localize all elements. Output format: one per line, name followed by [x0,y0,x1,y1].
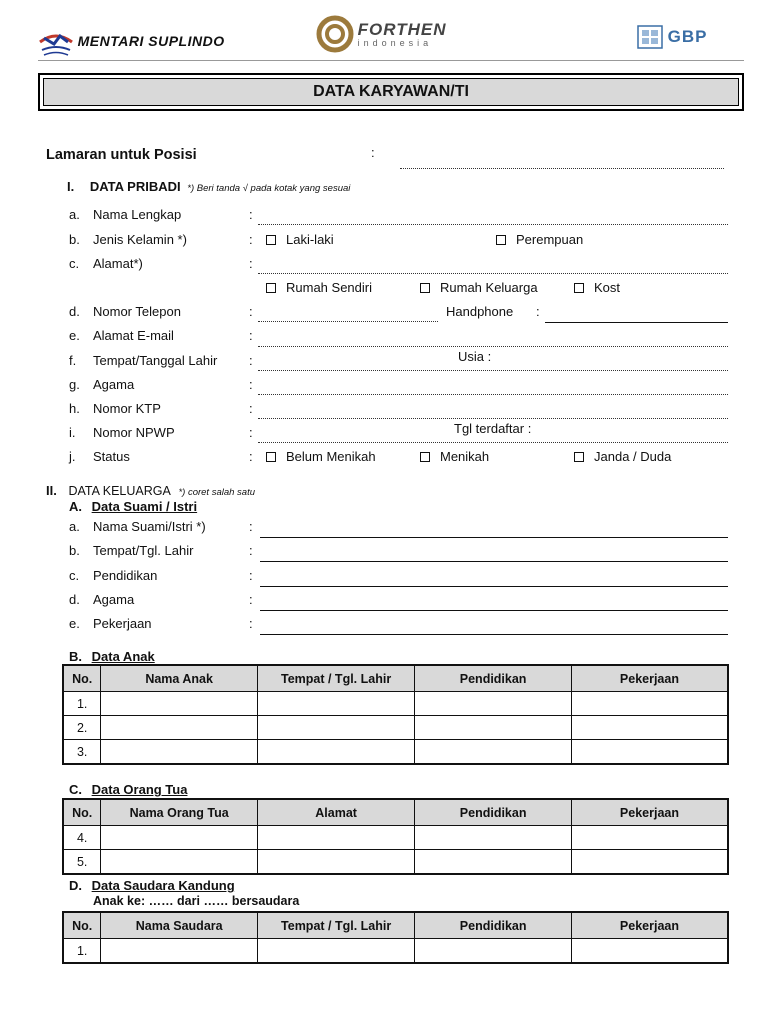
option-rumah-sendiri: Rumah Sendiri [286,280,372,295]
field-g-label: Agama [93,377,135,392]
table-header-row [63,665,728,692]
subA-field-idx: b. [69,543,80,558]
posisi-input-line[interactable] [400,168,724,169]
table-cell[interactable] [571,850,728,875]
field-a-idx: a. [69,207,80,222]
option-perempuan: Perempuan [516,232,584,247]
field-e-idx: e. [69,328,80,343]
col-header: No. [63,665,101,692]
table-cell[interactable] [415,850,572,875]
checkbox-icon[interactable] [420,452,430,462]
table-cell[interactable] [257,740,414,765]
subA-field-idx: c. [69,568,80,583]
row-number: 4. [63,826,101,850]
subA-field-label: Tempat/Tgl. Lahir [93,543,194,558]
subD-title: Data Saudara Kandung [91,878,235,893]
field-j-colon: : [249,449,253,464]
table-header-row [63,912,728,939]
checkbox-rumah-keluarga[interactable] [420,280,538,295]
field-e-label: Alamat E-mail [93,328,174,343]
section1-heading [67,179,350,194]
subA-title: Data Suami / Istri [91,499,198,514]
table-cell[interactable] [257,692,414,716]
field-i-idx: i. [69,425,76,440]
field-b-colon: : [249,232,253,247]
field-a-label: Nama Lengkap [93,207,182,222]
subC-idx: C. [69,782,82,797]
pekerjaan-suami-istri-input[interactable] [260,634,728,635]
agama-input[interactable] [258,394,728,395]
col-header: Pekerjaan [571,665,728,692]
gbp-logo-icon [636,24,664,50]
table-cell[interactable] [101,826,257,850]
table-cell[interactable] [101,939,257,964]
subA-field-label: Pekerjaan [93,616,152,631]
field-f-idx: f. [69,353,77,368]
col-header: No. [63,912,101,939]
ktp-input[interactable] [258,418,728,419]
table-row [63,826,728,850]
mentari-suplindo-logo-icon [38,24,74,58]
table-row [63,716,728,740]
subA-field-idx: a. [69,519,80,534]
table-row [63,692,728,716]
subA-field-idx: e. [69,616,80,631]
nomor-telepon-input[interactable] [258,321,438,322]
subA-field-colon: : [249,568,253,583]
table-cell[interactable] [571,692,728,716]
field-h-idx: h. [69,401,80,416]
table-data-anak [62,664,729,765]
table-cell[interactable] [415,740,572,765]
checkbox-icon[interactable] [574,283,584,293]
row-number: 1. [63,692,101,716]
agama-suami-istri-input[interactable] [260,610,728,611]
title-box [38,73,744,111]
col-header: Pendidikan [415,665,572,692]
option-laki-laki: Laki-laki [286,232,334,247]
subA-field-colon: : [249,616,253,631]
col-header: Pekerjaan [571,799,728,826]
subB-idx: B. [69,649,82,664]
checkbox-janda-duda[interactable] [574,449,671,464]
subA-idx: A. [69,499,82,514]
logo-center-sub: indonesia [357,38,433,48]
table-cell[interactable] [101,850,257,875]
table-row [63,850,728,875]
field-b-idx: b. [69,232,80,247]
checkbox-rumah-sendiri[interactable] [266,280,372,295]
subA-field-label: Agama [93,592,135,607]
subA-field-colon: : [249,543,253,558]
alamat-input[interactable] [258,273,728,274]
field-c-colon: : [249,256,253,271]
field-b-label: Jenis Kelamin *) [93,232,187,247]
row-number: 5. [63,850,101,875]
table-row [63,939,728,964]
table-cell[interactable] [415,692,572,716]
tgl-terdaftar-label: Tgl terdaftar : [454,421,532,436]
ttl-input[interactable] [258,370,728,371]
field-j-idx: j. [69,449,76,464]
option-janda-duda: Janda / Duda [594,449,672,464]
field-d-idx: d. [69,304,80,319]
field-f-colon: : [249,353,253,368]
checkbox-kost[interactable] [574,280,620,295]
table-cell[interactable] [257,826,414,850]
subB-heading [69,649,155,664]
field-d-colon: : [249,304,253,319]
field-f-label: Tempat/Tanggal Lahir [93,353,218,368]
table-cell[interactable] [415,826,572,850]
ttl-suami-istri-input[interactable] [260,561,728,562]
checkbox-icon[interactable] [496,235,506,245]
table-data-saudara [62,911,729,964]
row-number: 2. [63,716,101,740]
handphone-label: Handphone [446,304,514,319]
col-header: Nama Anak [101,665,257,692]
subA-field-label: Nama Suami/Istri *) [93,519,206,534]
col-header: Nama Orang Tua [101,799,257,826]
subA-field-label: Pendidikan [93,568,158,583]
handphone-colon: : [536,304,540,319]
table-cell[interactable] [257,850,414,875]
nama-lengkap-input[interactable] [258,224,728,225]
subA-field-colon: : [249,519,253,534]
field-j-label: Status [93,449,130,464]
field-h-label: Nomor KTP [93,401,161,416]
header-divider [38,60,744,61]
subD-heading [69,878,235,893]
handphone-input[interactable] [545,322,728,323]
checkbox-icon[interactable] [266,452,276,462]
npwp-input[interactable] [258,442,728,443]
option-belum-menikah: Belum Menikah [286,449,376,464]
option-menikah: Menikah [440,449,490,464]
table-cell[interactable] [571,939,728,964]
checkbox-menikah[interactable] [420,449,489,464]
row-number: 3. [63,740,101,765]
field-c-label: Alamat*) [93,256,143,271]
table-cell[interactable] [571,716,728,740]
subC-heading [69,782,187,797]
field-g-colon: : [249,377,253,392]
subA-heading [69,499,197,514]
option-rumah-keluarga: Rumah Keluarga [440,280,538,295]
checkbox-belum-menikah[interactable] [266,449,376,464]
field-a-colon: : [249,207,253,222]
checkbox-icon[interactable] [574,452,584,462]
posisi-label: Lamaran untuk Posisi [46,147,197,163]
table-cell[interactable] [415,716,572,740]
pendidikan-suami-istri-input[interactable] [260,586,728,587]
logo-center [316,14,446,54]
logo-center-main: FORTHEN [357,20,447,39]
section1-note: *) Beri tanda √ pada kotak yang sesuai [187,183,351,194]
page-title: DATA KARYAWAN/TI [43,78,739,106]
table-data-orang-tua [62,798,729,875]
col-header: Pendidikan [415,799,572,826]
posisi-colon: : [371,145,375,160]
subD-idx: D. [69,878,82,893]
table-cell[interactable] [571,740,728,765]
nama-suami-istri-input[interactable] [260,537,728,538]
field-i-label: Nomor NPWP [93,425,175,440]
anak-ke-label[interactable]: Anak ke: …… dari …… bersaudara [93,894,300,908]
section2-heading [46,483,255,498]
email-input[interactable] [258,346,728,347]
col-header: Tempat / Tgl. Lahir [257,665,414,692]
field-c-idx: c. [69,256,80,271]
subA-field-colon: : [249,592,253,607]
subA-field-idx: d. [69,592,80,607]
row-number: 1. [63,939,101,964]
table-cell[interactable] [415,939,572,964]
logo-right [636,24,707,50]
table-cell[interactable] [571,826,728,850]
section1-title: DATA PRIBADI [89,179,181,194]
col-header: Pendidikan [415,912,572,939]
logo-left [38,24,225,58]
checkbox-laki-laki[interactable] [266,232,334,247]
col-header: No. [63,799,101,826]
section2-note: *) coret salah satu [178,487,256,498]
usia-label: Usia : [458,349,492,364]
logo-right-text: GBP [667,27,708,46]
field-d-label: Nomor Telepon [93,304,181,319]
subC-title: Data Orang Tua [91,782,188,797]
field-e-colon: : [249,328,253,343]
col-header: Alamat [257,799,414,826]
forthen-logo-icon [316,14,354,54]
option-kost: Kost [594,280,621,295]
section2-num: II. [46,483,57,498]
field-i-colon: : [249,425,253,440]
section1-num: I. [67,179,75,194]
col-header: Pekerjaan [571,912,728,939]
table-cell[interactable] [257,939,414,964]
field-h-colon: : [249,401,253,416]
checkbox-perempuan[interactable] [496,232,583,247]
table-row [63,740,728,765]
checkbox-icon[interactable] [266,235,276,245]
col-header: Tempat / Tgl. Lahir [257,912,414,939]
subB-title: Data Anak [91,649,155,664]
logo-left-text: MENTARI SUPLINDO [77,33,225,49]
checkbox-icon[interactable] [266,283,276,293]
col-header: Nama Saudara [101,912,257,939]
table-cell[interactable] [101,716,257,740]
field-g-idx: g. [69,377,80,392]
table-cell[interactable] [101,692,257,716]
table-header-row [63,799,728,826]
table-cell[interactable] [257,716,414,740]
table-cell[interactable] [101,740,257,765]
section2-title: DATA KELUARGA [68,484,171,498]
checkbox-icon[interactable] [420,283,430,293]
